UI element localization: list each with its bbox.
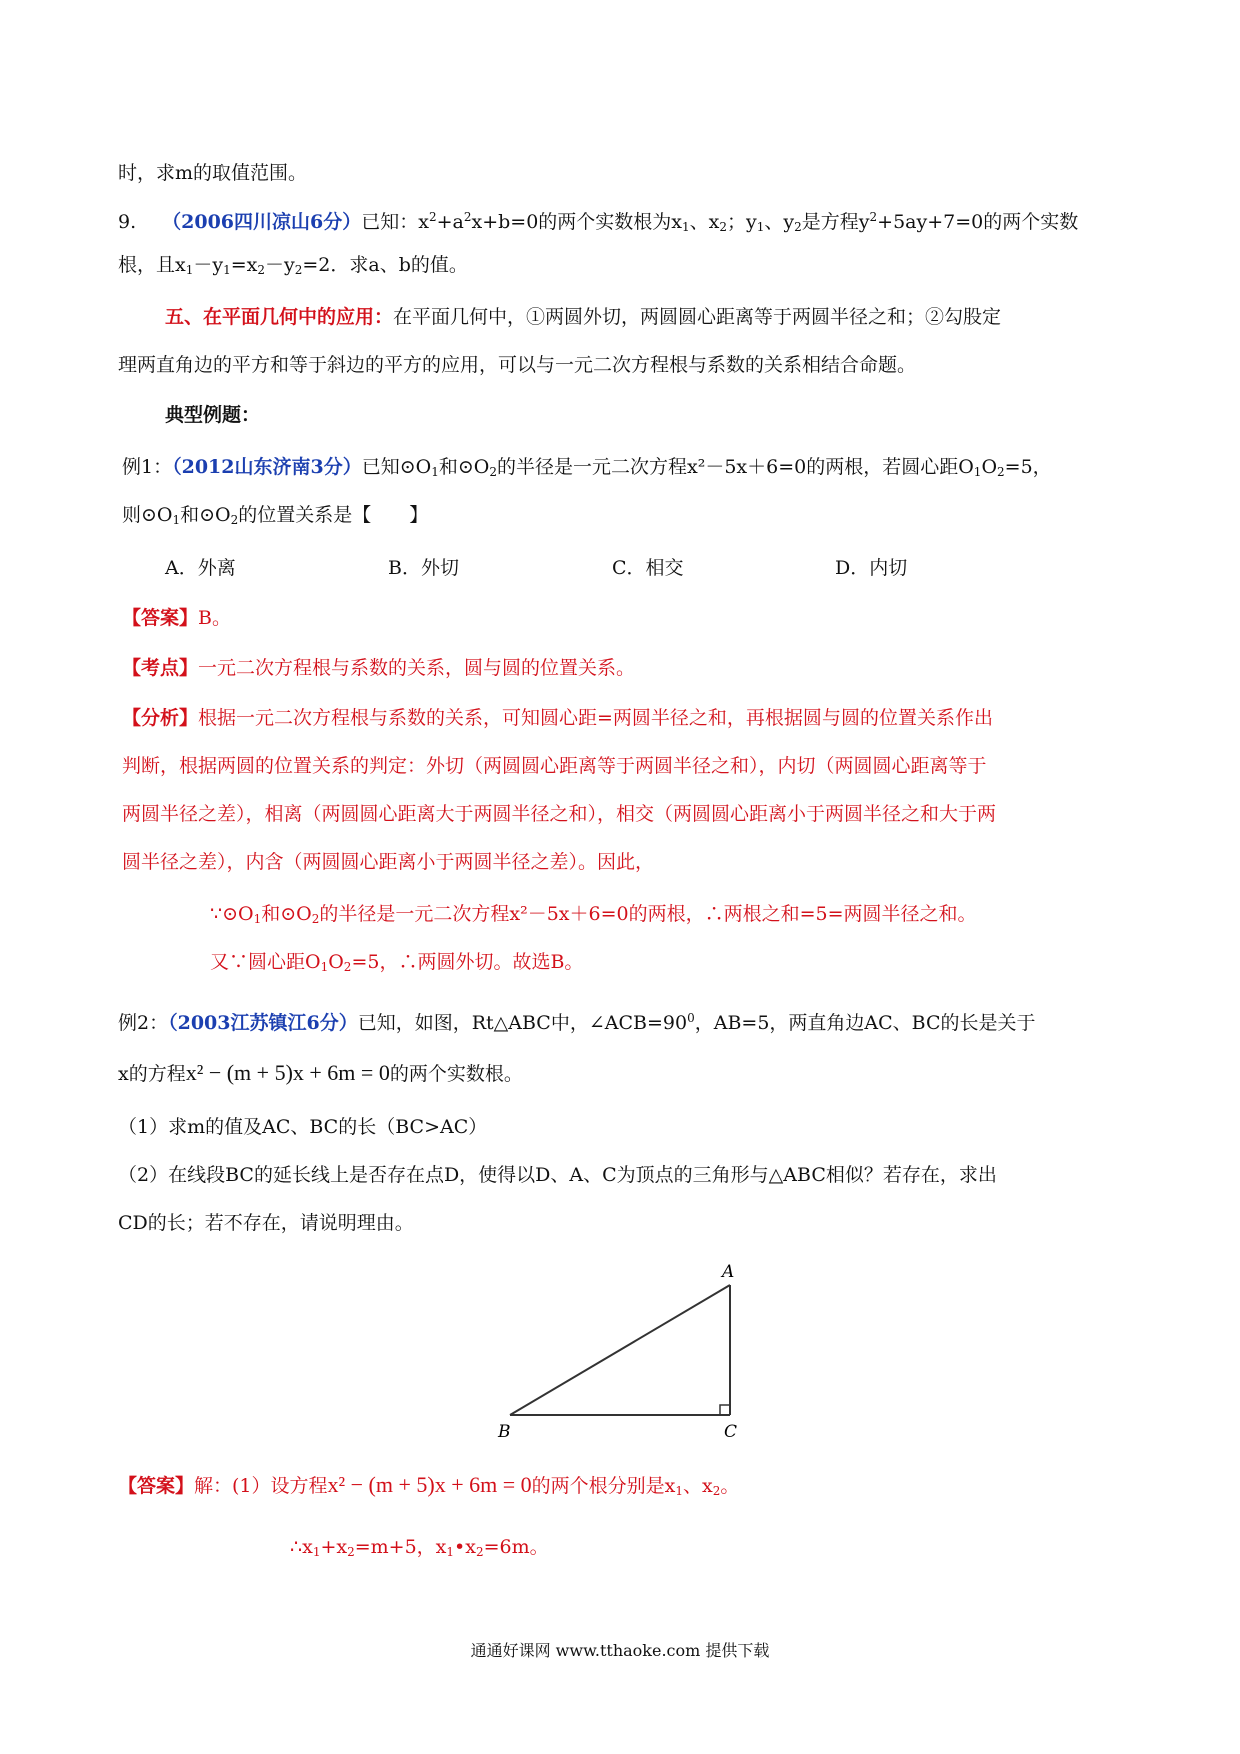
section-5-line-2: 理两直角边的平方和等于斜边的平方的应用，可以与一元二次方程根与系数的关系相结合命题。 [118,354,917,376]
vertex-label-c: C [724,1422,738,1440]
option-a: A．外离 [165,557,236,579]
typical-examples-heading: 典型例题： [165,404,261,426]
example-2-line-1: 例2：（2003江苏镇江6分）已知，如图，Rt△ABC中，$\angle ACB=90^0$，AB=5，两直角边AC、BC的长是关于 [118,1011,1036,1034]
answer-1: 【答案】B。 [122,607,231,629]
triangle-side-ab [510,1285,730,1415]
section-5-line-1: 五、在平面几何中的应用：在平面几何中，①两圆外切，两圆圆心距离等于两圆半径之和；②勾股定 [165,306,1002,328]
option-d: D．内切 [835,557,908,579]
quadratic-equation: x² − (m + 5)x + 6m = 0 [185,1060,390,1085]
answer-quadratic-equation: x² − (m + 5)x + 6m = 0 [327,1472,532,1497]
answer-2-line-1: 【答案】解：(1）设方程x² − (m + 5)x + 6m = 0的两个根分别是$x_1$、$x_2$。 [118,1472,740,1498]
example-2-line-2: x的方程x² − (m + 5)x + 6m = 0的两个实数根。 [118,1060,523,1085]
analysis-line-1: 【分析】根据一元二次方程根与系数的关系，可知圆心距=两圆半径之和，再根据圆与圆的位置关系作出 [122,707,993,729]
vertex-label-b: B [498,1422,511,1440]
example-2-part-1: （1）求m的值及AC、BC的长（BC>AC） [118,1116,488,1138]
example-2-part-2-line-2: CD的长；若不存在，请说明理由。 [118,1212,414,1234]
option-b: B．外切 [388,557,459,579]
answer-2-line-2: $\therefore x_1+x_2=m+5$，$x_1•x_2=6m$。 [290,1536,549,1559]
right-angle-mark [720,1405,730,1415]
analysis-line-6: 又∵圆心距$O_1O_2=5$，∴两圆外切。故选B。 [210,951,584,974]
example-1-line-1: 例1：（2012山东济南3分）已知$⊙O_1$和$⊙O_2$的半径是一元二次方程x²－5x＋6=0的两根，若圆心距$O_1O_2=5$， [122,456,1052,479]
right-triangle-figure [490,1255,760,1440]
question-9-line-1: 9. （2006四川凉山6分）已知：$x^2+a^2x+b=0$的两个实数根为$x_1$、$x_2$；$y_1$、$y_2$是方程$y^2+5ay+7=0$的两个实数 [118,210,1079,234]
option-c: C．相交 [612,557,684,579]
text-line: 时，求m的取值范围。 [118,162,308,184]
page-footer: 通通好课网 www.tthaoke.com 提供下载 [470,1641,770,1660]
analysis-line-4: 圆半径之差），内含（两圆圆心距离小于两圆半径之差）。因此， [122,851,655,873]
example-2-part-2-line-1: （2）在线段BC的延长线上是否存在点D，使得以D、A、C为顶点的三角形与△ABC相似？若存在，求出 [118,1164,997,1186]
analysis-line-2: 判断，根据两圆的位置关系的判定：外切（两圆圆心距离等于两圆半径之和），内切（两圆圆心距离等于 [122,755,987,777]
example-1-line-2: 则$⊙O_1$和$⊙O_2$的位置关系是【 】 [122,504,429,527]
question-9-line-2: 根，且$x_1-y_1=x_2-y_2=2$．求a、b的值。 [118,254,468,277]
analysis-line-3: 两圆半径之差），相离（两圆圆心距离大于两圆半径之和），相交（两圆圆心距离小于两圆半径之和大于两 [122,803,997,825]
vertex-label-a: A [722,1262,735,1282]
analysis-line-5: $\because⊙O_1$和$⊙O_2$的半径是一元二次方程x²－5x＋6=0的两根，∴两根之和=5=两圆半径之和。 [210,903,977,926]
key-point: 【考点】一元二次方程根与系数的关系，圆与圆的位置关系。 [122,657,636,679]
